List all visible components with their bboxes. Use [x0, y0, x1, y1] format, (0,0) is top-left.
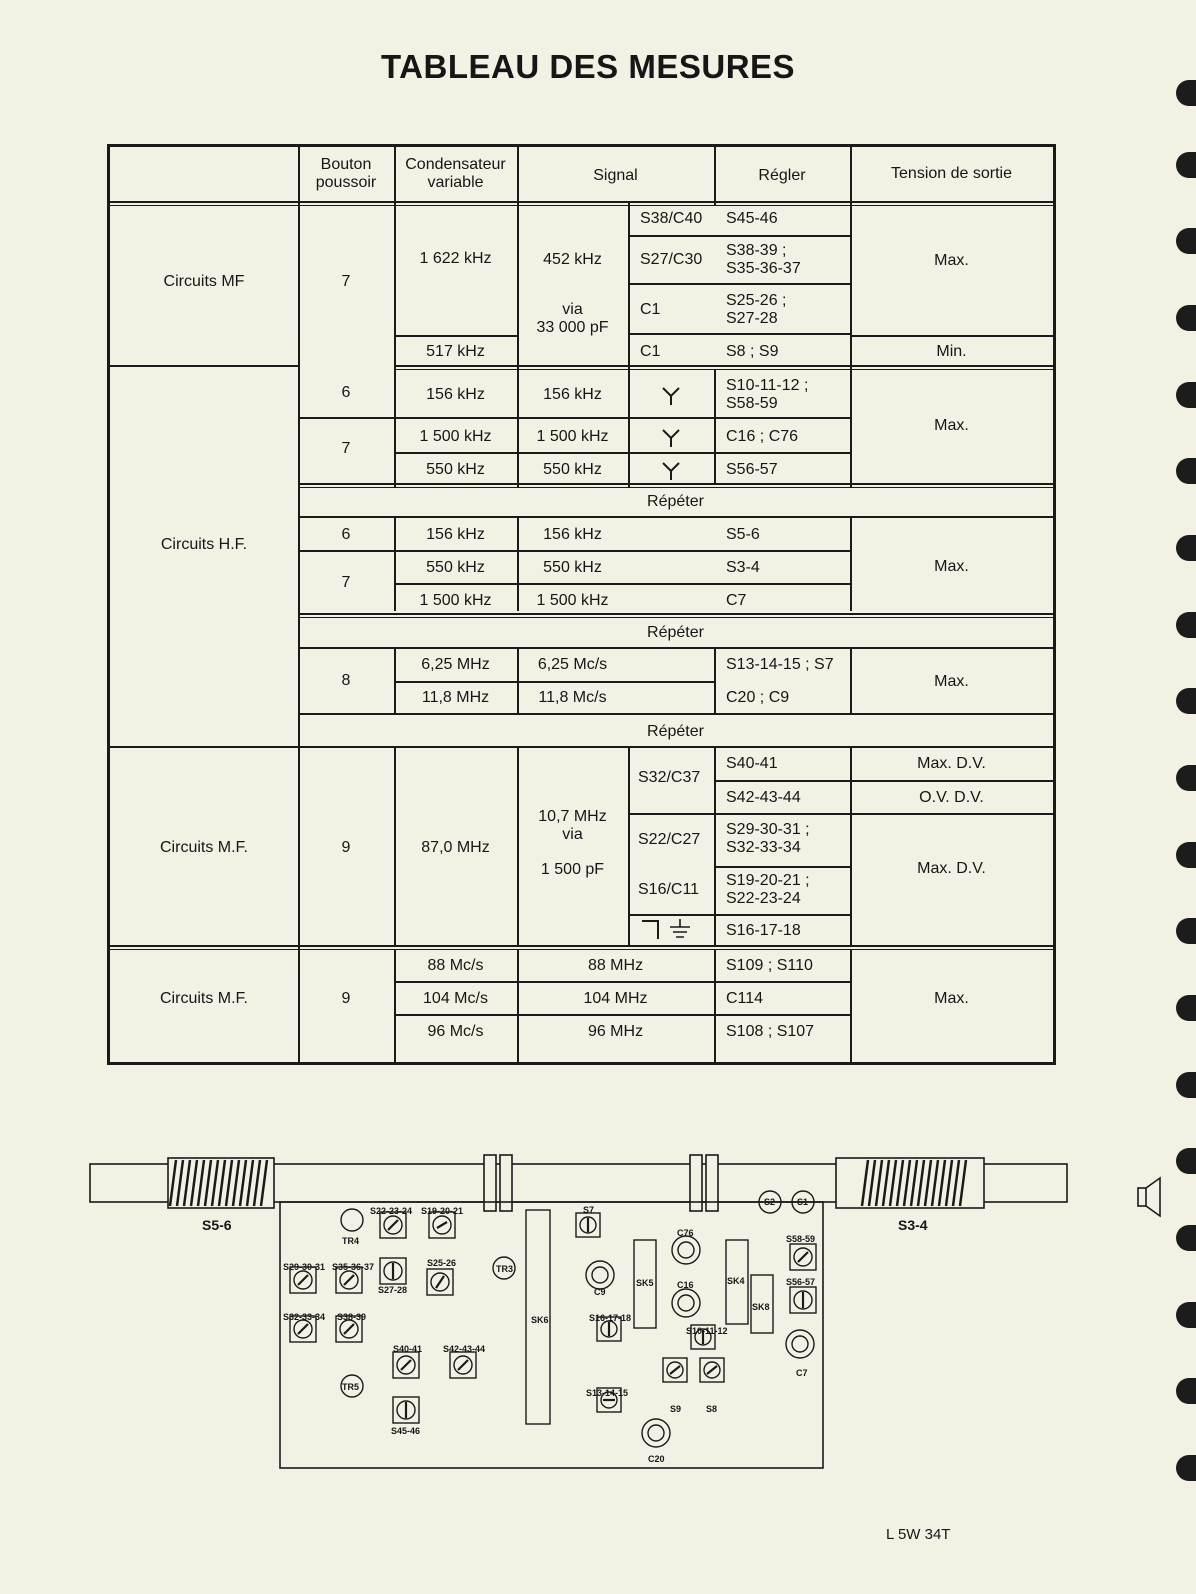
regler-value: C7	[726, 592, 747, 609]
header-bouton: Bouton poussoir	[315, 156, 377, 191]
regler-value: S22-23-24	[726, 890, 801, 907]
signal-value: 550 kHz	[543, 559, 602, 576]
part-label: S27-28	[378, 1285, 408, 1295]
point-value: C1	[640, 343, 661, 360]
bouton-value: 9	[341, 839, 351, 856]
part-label: S45-46	[391, 1426, 421, 1436]
point-value: C1	[640, 301, 661, 318]
tension-value: O.V. D.V.	[919, 789, 984, 806]
regler-value: S32-33-34	[726, 839, 801, 856]
header-signal: Signal	[593, 167, 638, 184]
tension-value: Max.	[934, 252, 969, 269]
header-tension: Tension de sortie	[891, 165, 1012, 182]
rod-label-left: S5-6	[202, 1217, 232, 1233]
signal-value: 96 MHz	[587, 1023, 644, 1040]
part-label: S19-20-21	[421, 1206, 464, 1216]
signal-value: 33 000 pF	[536, 319, 609, 336]
bouton-value: 7	[341, 273, 351, 290]
part-label: S38-39	[337, 1312, 367, 1322]
section-label: Circuits M.F.	[160, 839, 248, 856]
repeter-label: Répéter	[647, 624, 704, 641]
signal-value: 156 kHz	[543, 386, 602, 403]
cond-value: 96 Mc/s	[427, 1023, 484, 1040]
signal-value: 1 500 pF	[540, 861, 605, 878]
tension-value: Min.	[936, 343, 967, 360]
signal-value: 6,25 Mc/s	[537, 656, 608, 673]
cond-value: 1 500 kHz	[419, 592, 492, 609]
point-value: S27/C30	[640, 251, 703, 268]
tension-value: Max. D.V.	[917, 860, 986, 877]
cond-value: 1 622 kHz	[419, 250, 492, 267]
regler-value: S109 ; S110	[726, 957, 813, 974]
ground-icon	[640, 917, 700, 943]
signal-value: 1 500 kHz	[536, 592, 609, 609]
part-label: S8	[706, 1404, 718, 1414]
part-label: S7	[583, 1205, 595, 1215]
signal-value: 88 MHz	[587, 957, 644, 974]
part-label: TR4	[342, 1236, 360, 1246]
section-label: Circuits M.F.	[160, 990, 248, 1007]
regler-value: S5-6	[726, 526, 760, 543]
part-label: C76	[677, 1228, 694, 1238]
regler-value: S25-26 ;	[726, 292, 787, 309]
page-title: TABLEAU DES MESURES	[380, 48, 796, 85]
regler-value: S10-11-12 ;	[726, 377, 809, 394]
part-label: S10-11-12	[686, 1326, 728, 1336]
repeter-label: Répéter	[647, 723, 704, 740]
cond-value: 517 kHz	[426, 343, 485, 360]
regler-value: S40-41	[726, 755, 778, 772]
part-label: TR5	[342, 1382, 360, 1392]
point-value: S16/C11	[638, 881, 700, 898]
header-regler: Régler	[758, 167, 806, 184]
regler-value: S3-4	[726, 559, 760, 576]
signal-value: 452 kHz	[543, 251, 602, 268]
part-label: SK6	[531, 1315, 549, 1325]
bouton-value: 7	[341, 574, 351, 591]
signal-value: 156 kHz	[543, 526, 602, 543]
regler-value: S108 ; S107	[726, 1023, 815, 1040]
part-label: S2	[764, 1197, 776, 1207]
signal-value: 104 MHz	[583, 990, 648, 1007]
regler-value: S13-14-15 ; S7	[726, 656, 834, 673]
tension-value: Max.	[934, 673, 969, 690]
regler-value: S56-57	[726, 461, 778, 478]
part-label: C9	[594, 1287, 606, 1297]
section-label: Circuits H.F.	[160, 536, 248, 553]
regler-value: S8 ; S9	[726, 343, 779, 360]
part-label: S35-36-37	[332, 1262, 375, 1272]
signal-value: via	[562, 301, 583, 318]
part-label: SK8	[752, 1302, 770, 1312]
regler-value: S35-36-37	[726, 260, 801, 277]
part-label: S22-23-24	[370, 1206, 413, 1216]
regler-value: S27-28	[726, 310, 778, 327]
cond-value: 1 500 kHz	[419, 428, 492, 445]
section-label: Circuits MF	[163, 273, 245, 290]
part-label: TR3	[496, 1264, 514, 1274]
cond-value: 550 kHz	[426, 461, 485, 478]
signal-value: via	[562, 826, 583, 843]
part-label: SK5	[636, 1278, 654, 1288]
point-value: S22/C27	[638, 831, 701, 848]
measurement-table	[107, 144, 1056, 1065]
bouton-value: 7	[341, 440, 351, 457]
part-label: S56-57	[786, 1277, 816, 1287]
cond-value: 87,0 MHz	[421, 839, 490, 856]
part-label: S13-14-15	[586, 1388, 629, 1398]
part-label: S32-33-34	[283, 1312, 326, 1322]
part-label: C16	[677, 1280, 694, 1290]
part-label: C7	[796, 1368, 808, 1378]
tension-value: Max. D.V.	[917, 755, 986, 772]
cond-value: 550 kHz	[426, 559, 485, 576]
rod-label-right: S3-4	[898, 1217, 928, 1233]
header-condensateur: Condensateur variable	[405, 156, 506, 191]
part-label: S9	[670, 1404, 682, 1414]
tension-value: Max.	[934, 990, 969, 1007]
cond-value: 11,8 MHz	[421, 689, 490, 706]
part-label: S40-41	[393, 1344, 423, 1354]
part-label: S16-17-18	[589, 1313, 632, 1323]
point-value: S32/C37	[638, 769, 701, 786]
tension-value: Max.	[934, 417, 969, 434]
cond-value: 6,25 MHz	[421, 656, 490, 673]
antenna-icon	[660, 385, 682, 407]
cond-value: 156 kHz	[426, 386, 485, 403]
bouton-value: 9	[341, 990, 351, 1007]
part-label: SK4	[727, 1276, 745, 1286]
cond-value: 156 kHz	[426, 526, 485, 543]
antenna-icon	[660, 460, 682, 482]
regler-value: S58-59	[726, 395, 778, 412]
signal-value: 11,8 Mc/s	[538, 689, 607, 706]
bouton-value: 8	[341, 672, 351, 689]
regler-value: S16-17-18	[726, 922, 801, 939]
cond-value: 88 Mc/s	[427, 957, 484, 974]
part-label: S42-43-44	[443, 1344, 486, 1354]
regler-value: C114	[726, 990, 764, 1007]
signal-value: 550 kHz	[543, 461, 602, 478]
part-label: S25-26	[427, 1258, 457, 1268]
signal-value: 10,7 MHz	[538, 808, 607, 825]
page-code: L 5W 34T	[886, 1526, 951, 1543]
regler-value: C20 ; C9	[726, 689, 790, 706]
bouton-value: 6	[341, 526, 351, 543]
part-label: S58-59	[786, 1234, 816, 1244]
repeter-label: Répéter	[647, 493, 704, 510]
regler-value: S38-39 ;	[726, 242, 787, 259]
regler-value: S29-30-31 ;	[726, 821, 810, 838]
point-value: S38/C40	[640, 210, 703, 227]
part-label: S1	[797, 1197, 809, 1207]
bouton-value: 6	[341, 384, 351, 401]
tension-value: Max.	[934, 558, 969, 575]
regler-value: C16 ; C76	[726, 428, 799, 445]
regler-value: S42-43-44	[726, 789, 801, 806]
antenna-icon	[660, 427, 682, 449]
part-label: C20	[648, 1454, 665, 1464]
regler-value: S19-20-21 ;	[726, 872, 810, 889]
part-label: S29-30-31	[283, 1262, 326, 1272]
regler-value: S45-46	[726, 210, 778, 227]
signal-value: 1 500 kHz	[536, 428, 609, 445]
cond-value: 104 Mc/s	[423, 990, 488, 1007]
